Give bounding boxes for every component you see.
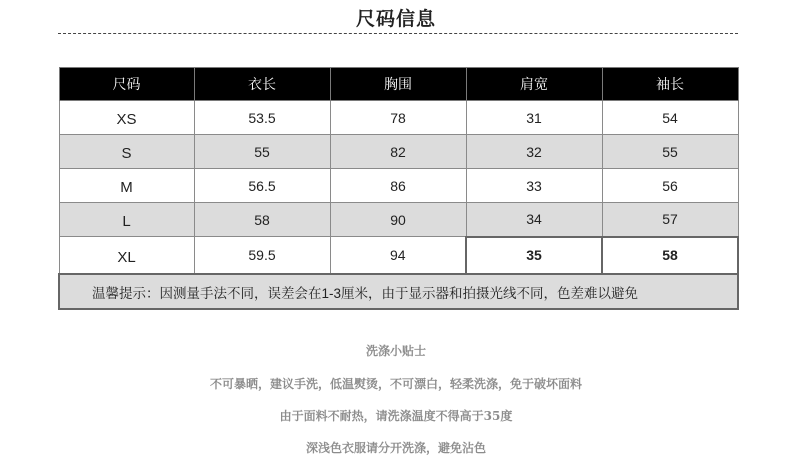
table-row — [59, 203, 738, 237]
table-cell: 32 — [466, 135, 602, 169]
table-cell: 90 — [330, 203, 466, 237]
table-cell: 94 — [330, 237, 466, 275]
header-chest: 胸围 — [330, 68, 466, 101]
table-cell: 58 — [602, 237, 738, 275]
table-cell: 53.5 — [194, 101, 330, 135]
size-cell: L — [59, 203, 194, 237]
table-cell: 33 — [466, 169, 602, 203]
header-size: 尺码 — [59, 68, 194, 101]
table-cell: 34 — [466, 203, 602, 237]
table-row — [59, 237, 738, 275]
table-row — [59, 169, 738, 203]
table-cell: 58 — [194, 203, 330, 237]
size-cell: S — [59, 135, 194, 169]
table-cell: 59.5 — [194, 237, 330, 275]
table-header-row — [59, 68, 738, 101]
table-cell: 55 — [194, 135, 330, 169]
header-shoulder: 肩宽 — [466, 68, 602, 101]
wash-tips-title: 洗涤小贴士 — [365, 344, 426, 358]
table-row — [59, 101, 738, 135]
size-cell: XL — [59, 237, 194, 275]
table-cell: 54 — [602, 101, 738, 135]
table-cell: 31 — [466, 101, 602, 135]
table-cell: 56 — [602, 169, 738, 203]
table-cell: 57 — [602, 203, 738, 237]
table-cell: 56.5 — [194, 169, 330, 203]
size-note: 温馨提示：因测量手法不同，误差会在1-3厘米，由于显示器和拍摄光线不同，色差难以避免 — [59, 274, 738, 309]
page-title: 尺码信息 — [355, 8, 436, 30]
header-sleeve: 袖长 — [602, 68, 738, 101]
wash-tip-line: 由于面料不耐热，请洗涤温度不得高于35度 — [279, 409, 513, 423]
size-table — [58, 67, 739, 310]
wash-tip-line: 不可暴晒，建议手洗，低温熨烫，不可漂白，轻柔洗涤，免于破坏面料 — [209, 377, 582, 391]
table-cell: 86 — [330, 169, 466, 203]
table-cell: 55 — [602, 135, 738, 169]
table-cell: 35 — [466, 237, 602, 275]
table-cell: 78 — [330, 101, 466, 135]
header-length: 衣长 — [194, 68, 330, 101]
size-cell: XS — [59, 101, 194, 135]
table-row — [59, 135, 738, 169]
dashed-divider — [58, 33, 738, 34]
wash-tip-line: 深浅色衣服请分开洗涤，避免沾色 — [305, 441, 486, 455]
size-cell: M — [59, 169, 194, 203]
table-cell: 82 — [330, 135, 466, 169]
